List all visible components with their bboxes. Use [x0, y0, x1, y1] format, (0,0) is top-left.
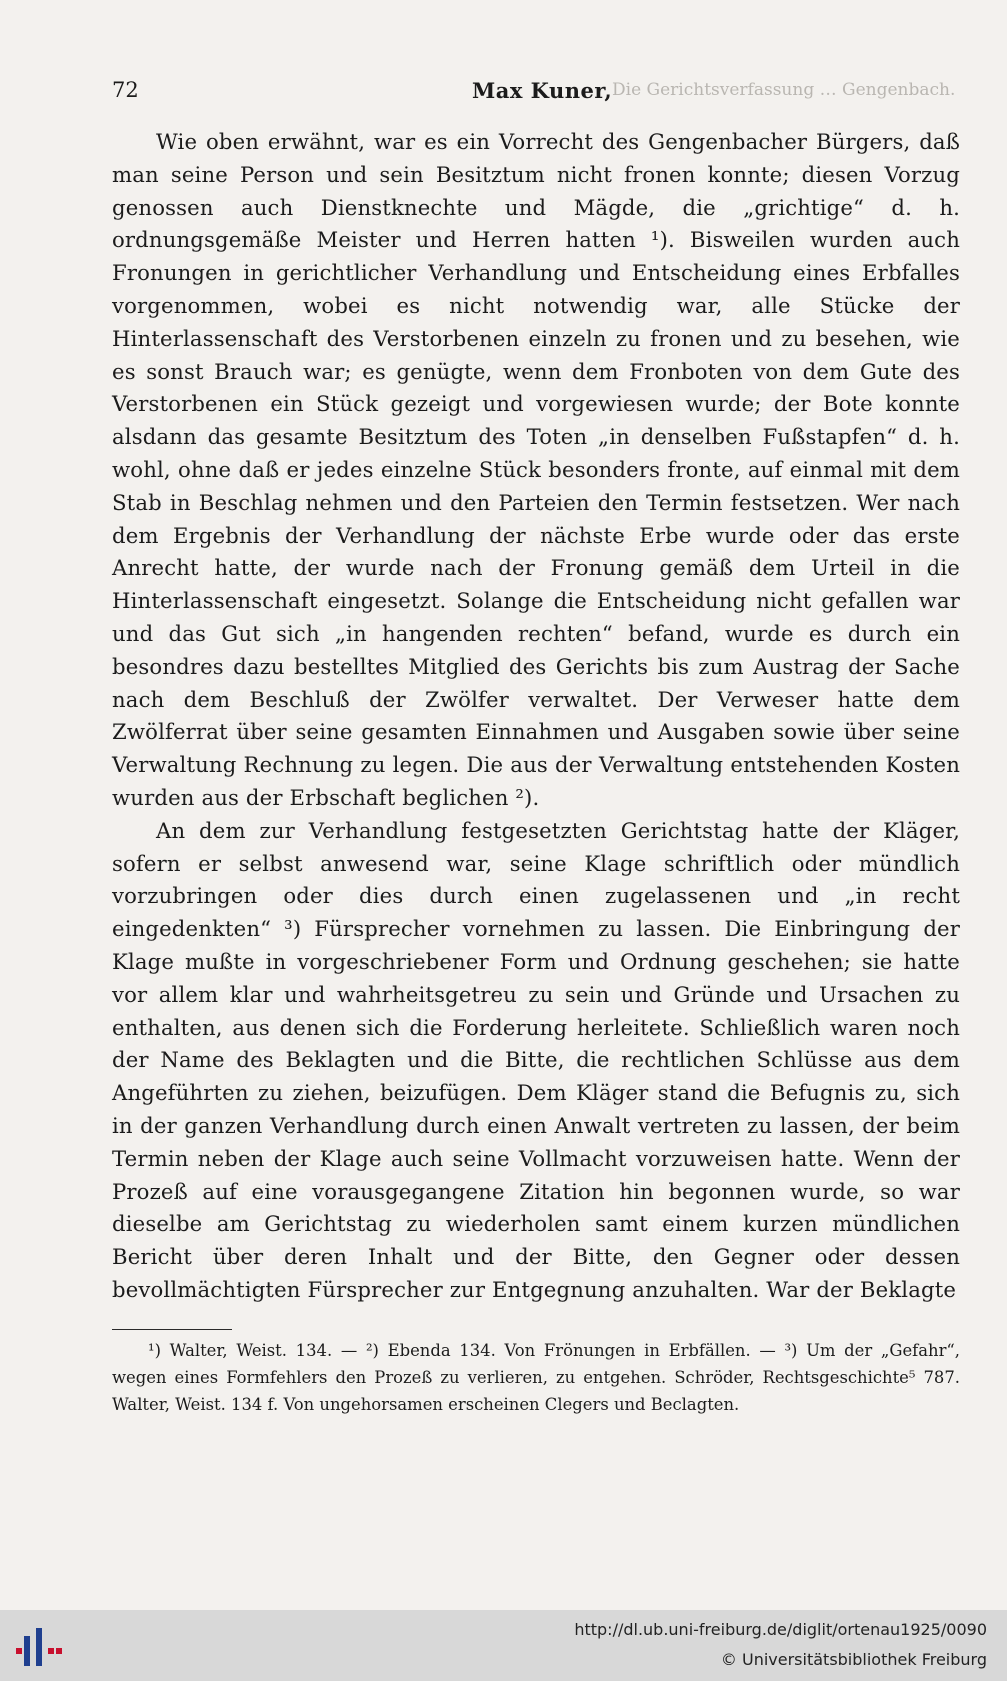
footnote-divider [112, 1329, 232, 1330]
footnotes [112, 1337, 960, 1418]
bleed-through-text: Die Gerichtsverfassung … Gengenbach. [612, 80, 956, 100]
permalink-url[interactable]: http://dl.ub.uni-freiburg.de/diglit/ortenau1925/0090 [574, 1620, 987, 1639]
page-number: 72 [112, 78, 139, 102]
paragraph-1: Wie oben erwähnt, war es ein Vorrecht des Gengenbacher Bürgers, daß man seine Person und sein Besitztum nicht fronen konnte; diesen Vorzug genossen auch Dienstknechte und Mägde, die „grichtige“ d. h. ordnungsgemäße Meister und Herren hatten ¹). Bisweilen wurden auch Fronungen in gerichtlicher Verhandlung und Entscheidung eines Erbfalles vorgenommen, wobei es nicht notwendig war, alle Stücke der Hinterlassenschaft des Verstorbenen einzeln zu fronen und zu besehen, wie es sonst Brauch war; es genügte, wenn dem Fronboten von dem Gute des Verstorbenen ein Stück gezeigt und vorgewiesen wurde; der Bote konnte alsdann das gesamte Besitztum des Toten „in denselben Fußstapfen“ d. h. wohl, ohne daß er jedes einzelne Stück besonders fronte, auf einmal mit dem Stab in Beschlag nehmen und den Parteien den Termin festsetzen. Wer nach dem Ergebnis der Verhandlung der nächste Erbe wurde oder das erste Anrecht hatte, der wurde nach der Fronung gemäß dem Urteil in die Hinterlassenschaft eingesetzt. Solange die Entscheidung nicht gefallen war und das Gut sich „in hangenden rechten“ befand, wurde es durch ein besondres dazu bestelltes Mitglied des Gerichts bis zum Austrag der Sache nach dem Beschluß der Zwölfer verwaltet. Der Verweser hatte dem Zwölferrat über seine gesamten Einnahmen und Ausgaben sowie über seine Verwaltung Rechnung zu legen. Die aus der Verwaltung entstehenden Kosten wurden aus der Erbschaft beglichen ²). [112, 129, 960, 810]
library-logo-icon [16, 1624, 62, 1670]
body-text [112, 126, 960, 1307]
copyright-notice: © Universitätsbibliothek Freiburg [720, 1650, 987, 1669]
running-head: Max Kuner, [472, 78, 613, 103]
paragraph-2: An dem zur Verhandlung festgesetzten Gerichtstag hatte der Kläger, sofern er selbst anwesend war, seine Klage schriftlich oder mündlich vorzubringen oder dies durch einen zugelassenen und „in recht eingedenkten“ ³) Fürsprecher vornehmen zu lassen. Die Einbringung der Klage mußte in vorgeschriebener Form und Ordnung geschehen; sie hatte vor allem klar und wahrheitsgetreu zu sein und Gründe und Ursachen zu enthalten, aus denen sich die Forderung herleitete. Schließlich waren noch der Name des Beklagten und die Bitte, die rechtlichen Schlüsse aus dem Angeführten zu ziehen, beizufügen. Dem Kläger stand die Befugnis zu, sich in der ganzen Verhandlung durch einen Anwalt vertreten zu lassen, der beim Termin neben der Klage auch seine Vollmacht vorzuweisen hatte. Wenn der Prozeß auf eine vorausgegangene Zitation hin begonnen wurde, so war dieselbe am Gerichtstag zu wiederholen samt einem kurzen mündlichen Bericht über deren Inhalt und der Bitte, den Gegner oder dessen bevollmächtigten Fürsprecher zur Entgegnung anzuhalten. War der Beklagte [112, 817, 960, 1302]
viewer-footer [0, 1610, 1007, 1681]
page-header [112, 78, 960, 108]
footnote-text: ¹) Walter, Weist. 134. — ²) Ebenda 134. Von Frönungen in Erbfällen. — ³) Um der „Gefahr“, wegen eines Formfehlers den Prozeß zu verlieren, zu entgehen. Schröder, Rechtsgeschichte⁵ 787. Walter, Weist. 134 f. Von ungehorsamen erscheinen Clegers und Beclagten. [112, 1341, 960, 1414]
